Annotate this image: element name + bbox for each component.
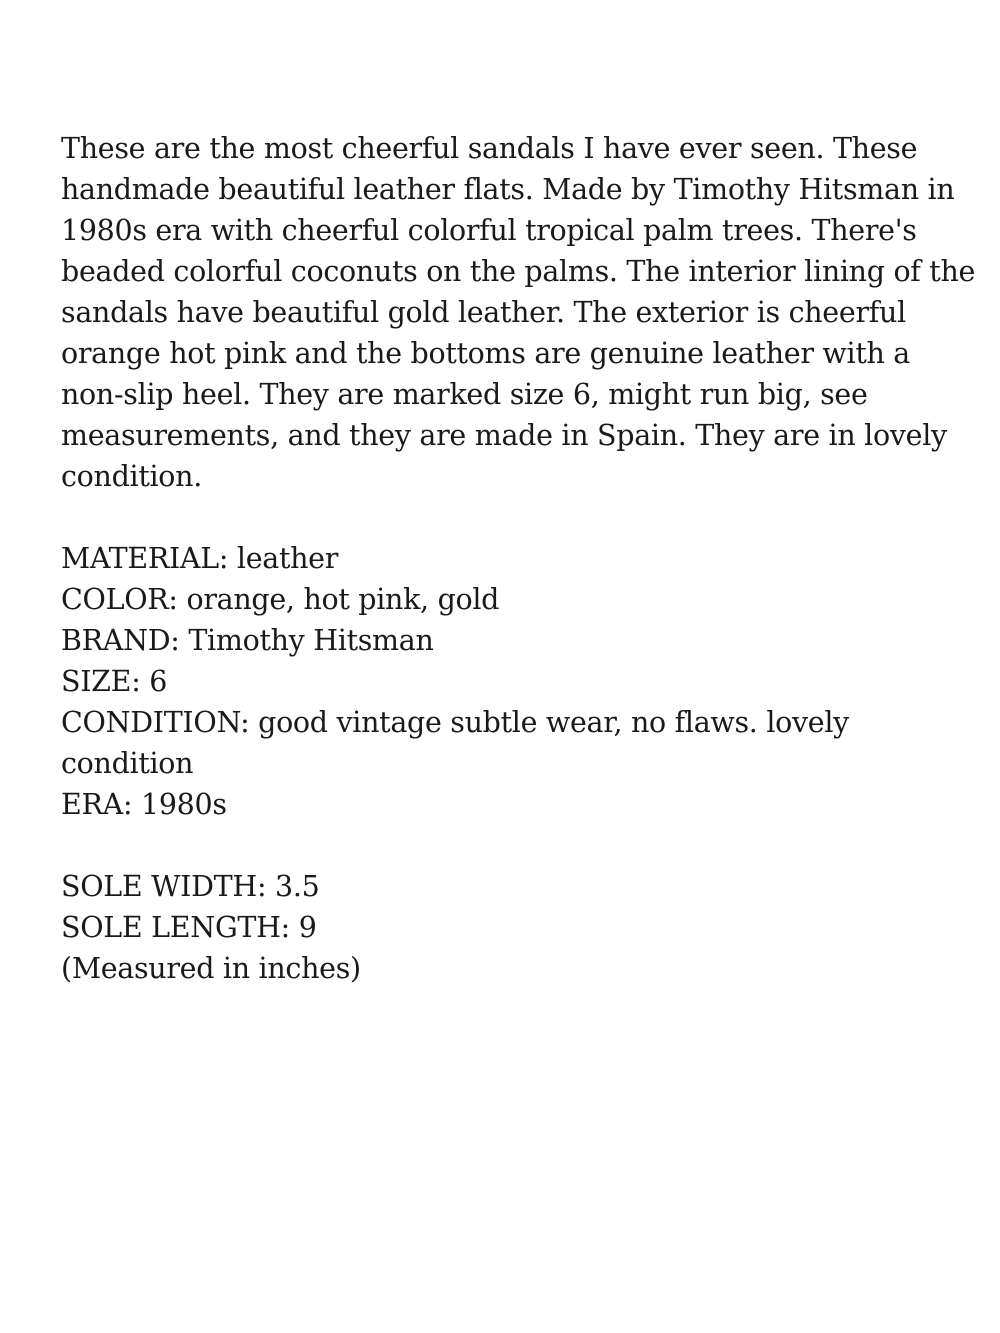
- sole-width-measurement: SOLE WIDTH: 3.5: [61, 870, 320, 903]
- material-detail: MATERIAL: leather: [61, 542, 339, 575]
- description-line: handmade beautiful leather flats. Made by Timothy Hitsman in: [61, 173, 955, 206]
- condition-detail-continued: condition: [61, 747, 194, 780]
- description-line: sandals have beautiful gold leather. The exterior is cheerful: [61, 296, 906, 329]
- size-detail: SIZE: 6: [61, 665, 168, 698]
- measurements-list: [61, 866, 941, 989]
- description-line: 1980s era with cheerful colorful tropical palm trees. There's: [61, 214, 917, 247]
- description-line: These are the most cheerful sandals I have ever seen. These: [61, 132, 918, 165]
- description-line: measurements, and they are made in Spain. They are in lovely: [61, 419, 947, 452]
- paragraph-spacer: [61, 825, 941, 866]
- details-list: [61, 538, 941, 825]
- description-line: beaded colorful coconuts on the palms. The interior lining of the: [61, 255, 976, 288]
- color-detail: COLOR: orange, hot pink, gold: [61, 583, 500, 616]
- paragraph-spacer: [61, 497, 941, 538]
- description-line: condition.: [61, 460, 202, 493]
- product-description-document: [61, 128, 976, 989]
- era-detail: ERA: 1980s: [61, 788, 227, 821]
- measurement-unit-note: (Measured in inches): [61, 952, 361, 985]
- description-paragraph: [61, 128, 976, 497]
- brand-detail: BRAND: Timothy Hitsman: [61, 624, 434, 657]
- sole-length-measurement: SOLE LENGTH: 9: [61, 911, 317, 944]
- description-line: orange hot pink and the bottoms are genuine leather with a: [61, 337, 910, 370]
- description-line: non-slip heel. They are marked size 6, might run big, see: [61, 378, 868, 411]
- condition-detail: CONDITION: good vintage subtle wear, no flaws. lovely: [61, 706, 849, 739]
